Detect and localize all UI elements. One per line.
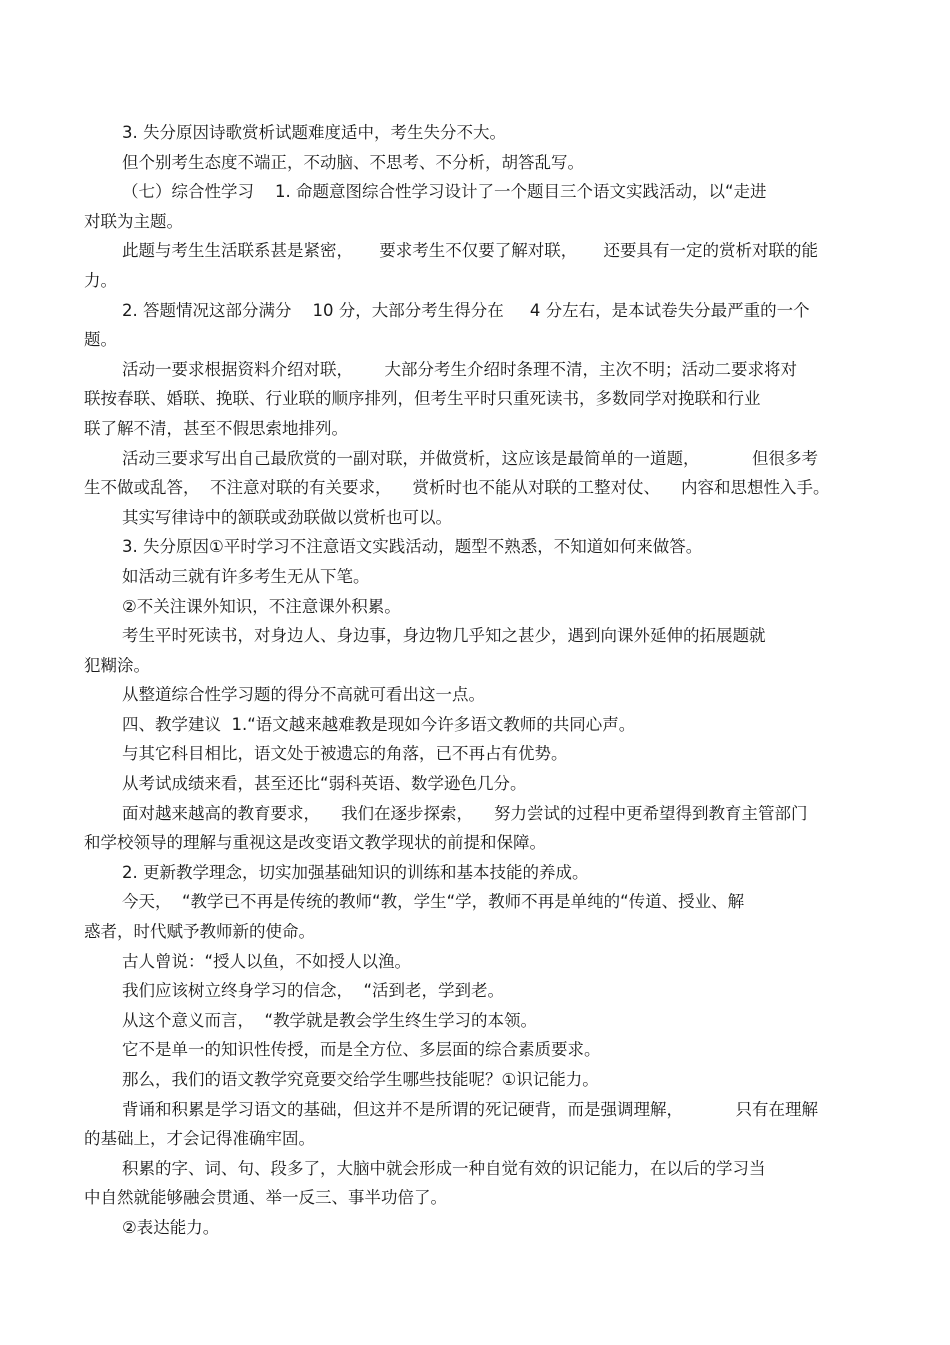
paragraph-first-line: 那么，我们的语文教学究竟要交给学生哪些技能呢？①识记能力。 — [122, 1070, 599, 1089]
paragraph-continuation-line: 题。 — [84, 330, 117, 350]
paragraph-continuation-line: 对联为主题。 — [84, 211, 183, 231]
paragraph-first-line: （七）综合性学习 1. 命题意图综合性学习设计了一个题目三个语文实践活动，以“走进 — [122, 182, 767, 202]
paragraph-first-line: ②表达能力。 — [122, 1217, 220, 1237]
paragraph-first-line: 活动一要求根据资料介绍对联， 大部分考生介绍时条理不清，主次不明；活动二要求将对 — [122, 359, 797, 379]
paragraph-first-line: 如活动三就有许多考生无从下笔。 — [122, 566, 370, 586]
paragraph-continuation-line: 惑者，时代赋予教师新的使命。 — [84, 922, 315, 942]
paragraph-first-line: 此题与考生生活联系甚是紧密， 要求考生不仅要了解对联， 还要具有一定的赏析对联的能 — [122, 241, 818, 261]
paragraph-first-line: 但个别考生态度不端正，不动脑、不思考、不分析，胡答乱写。 — [122, 152, 584, 172]
paragraph-first-line: 古人曾说：“授人以鱼，不如授人以渔。 — [122, 951, 412, 971]
paragraph-continuation-line: 联按春联、婚联、挽联、行业联的顺序排列，但考生平时只重死读书，多数同学对挽联和行业 — [84, 389, 761, 409]
paragraph-first-line: 与其它科目相比，语文处于被遗忘的角落，已不再占有优势。 — [122, 744, 568, 764]
paragraph-continuation-line: 和学校领导的理解与重视这是改变语文教学现状的前提和保障。 — [84, 833, 546, 853]
paragraph-first-line: 2. 更新教学理念，切实加强基础知识的训练和基本技能的养成。 — [122, 862, 589, 882]
paragraph-first-line: 面对越来越高的教育要求， 我们在逐步探索， 努力尝试的过程中更希望得到教育主管部门 — [122, 803, 808, 823]
paragraph-continuation-line: 力。 — [84, 270, 117, 290]
paragraph-continuation-line: 的基础上，才会记得准确牢固。 — [84, 1129, 315, 1149]
paragraph-first-line: 其实写律诗中的颔联或劲联做以赏析也可以。 — [122, 507, 452, 527]
paragraph-first-line: 从这个意义而言， “教学就是教会学生终生学习的本领。 — [122, 1010, 538, 1030]
paragraph-first-line: ②不关注课外知识，不注意课外积累。 — [122, 596, 401, 616]
paragraph-first-line: 活动三要求写出自己最欣赏的一副对联，并做赏析，这应该是最简单的一道题， 但很多考 — [122, 448, 818, 468]
paragraph-first-line: 2. 答题情况这部分满分 10 分，大部分考生得分在 4 分左右，是本试卷失分最严重的一个 — [122, 300, 810, 320]
paragraph-continuation-line: 联了解不清，甚至不假思索地排列。 — [84, 418, 348, 438]
paragraph-continuation-line: 犯糊涂。 — [84, 655, 150, 675]
paragraph-continuation-line: 生不做或乱答， 不注意对联的有关要求， 赏析时也不能从对联的工整对仗、 内容和思想性入手。 — [84, 478, 830, 498]
paragraph-first-line: 从考试成绩来看，甚至还比“弱科英语、数学逊色几分。 — [122, 774, 527, 794]
paragraph-first-line: 3. 失分原因诗歌赏析试题难度适中，考生失分不大。 — [122, 123, 506, 142]
document-body — [84, 118, 874, 1243]
paragraph-continuation-line: 中自然就能够融会贯通、举一反三、事半功倍了。 — [84, 1188, 447, 1208]
paragraph-first-line: 四、教学建议 1.“语文越来越难教是现如今许多语文教师的共同心声。 — [122, 714, 636, 734]
paragraph-first-line: 考生平时死读书，对身边人、身边事，身边物几乎知之甚少，遇到向课外延伸的拓展题就 — [122, 626, 766, 646]
paragraph-first-line: 我们应该树立终身学习的信念， “活到老，学到老。 — [122, 981, 505, 1001]
paragraph-first-line: 背诵和积累是学习语文的基础，但这并不是所谓的死记硬背，而是强调理解， 只有在理解 — [122, 1099, 818, 1119]
paragraph-first-line: 积累的字、词、句、段多了，大脑中就会形成一种自觉有效的识记能力，在以后的学习当 — [122, 1158, 766, 1178]
paragraph-first-line: 3. 失分原因①平时学习不注意语文实践活动，题型不熟悉，不知道如何来做答。 — [122, 537, 703, 557]
paragraph-first-line: 今天， “教学已不再是传统的教师“教，学生“学，教师不再是单纯的“传道、授业、解 — [122, 892, 745, 912]
paragraph-first-line: 它不是单一的知识性传授，而是全方位、多层面的综合素质要求。 — [122, 1040, 601, 1060]
paragraph-first-line: 从整道综合性学习题的得分不高就可看出这一点。 — [122, 685, 485, 705]
